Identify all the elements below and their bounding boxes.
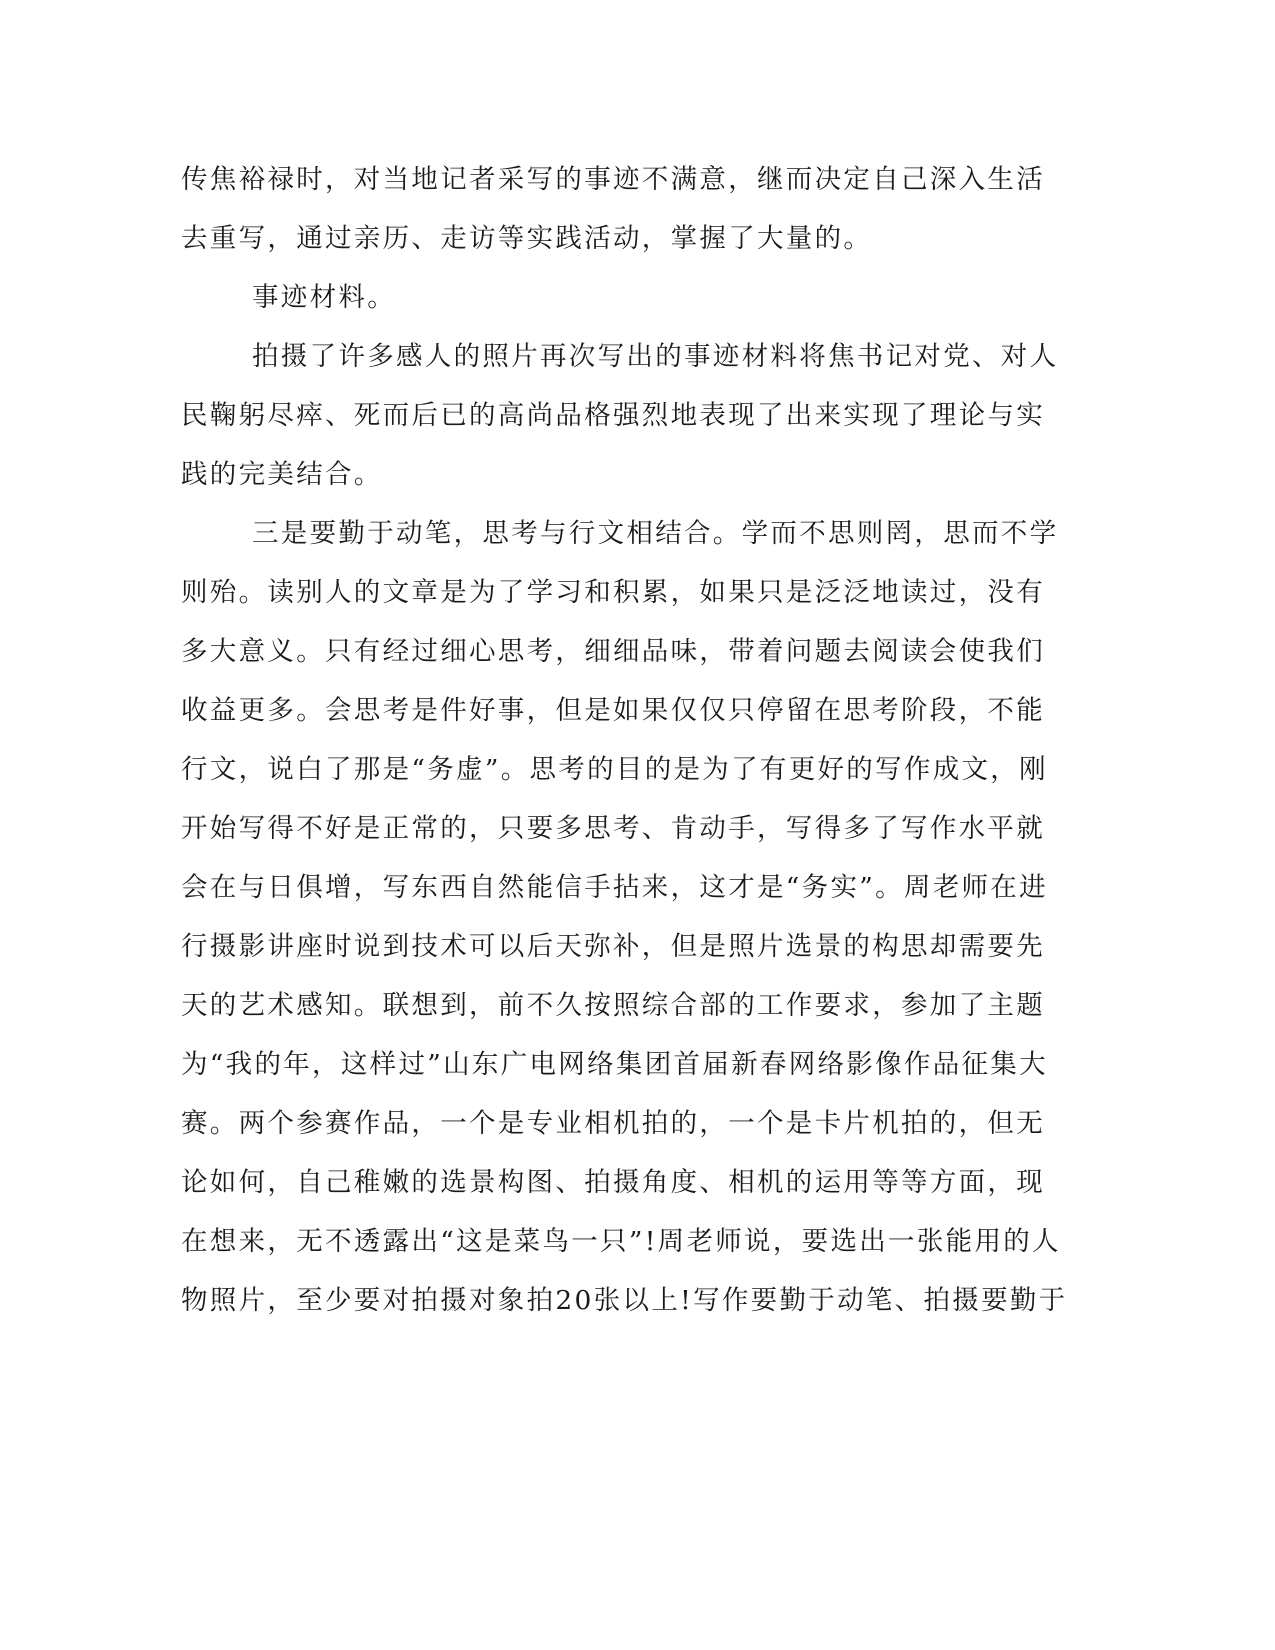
text-line: 践的完美结合。 [181, 459, 383, 490]
text-line: 事迹材料。 [252, 282, 396, 313]
text-line: 会在与日俱增，写东西自然能信手拈来，这才是“务实”。周老师在进 [181, 872, 1048, 903]
text-line: 拍摄了许多感人的照片再次写出的事迹材料将焦书记对党、对人 [252, 341, 1059, 372]
text-line: 开始写得不好是正常的，只要多思考、肯动手，写得多了写作水平就 [181, 813, 1045, 844]
text-line: 去重写，通过亲历、走访等实践活动，掌握了大量的。 [181, 223, 873, 254]
text-line: 收益更多。会思考是件好事，但是如果仅仅只停留在思考阶段，不能 [181, 695, 1045, 726]
text-line: 行摄影讲座时说到技术可以后天弥补，但是照片选景的构思却需要先 [181, 931, 1045, 962]
text-line: 在想来，无不透露出“这是菜鸟一只”!周老师说，要选出一张能用的人 [181, 1226, 1061, 1257]
text-line: 物照片，至少要对拍摄对象拍20张以上!写作要勤于动笔、拍摄要勤于 [181, 1285, 1068, 1316]
text-line: 行文，说白了那是“务虚”。思考的目的是为了有更好的写作成文，刚 [181, 754, 1048, 785]
text-line: 多大意义。只有经过细心思考，细细品味，带着问题去阅读会使我们 [181, 636, 1045, 667]
text-line: 论如何，自己稚嫩的选景构图、拍摄角度、相机的运用等等方面，现 [181, 1167, 1045, 1198]
text-line: 赛。两个参赛作品，一个是专业相机拍的，一个是卡片机拍的，但无 [181, 1108, 1045, 1139]
text-line: 传焦裕禄时，对当地记者采写的事迹不满意，继而决定自己深入生活 [181, 164, 1045, 195]
text-line: 则殆。读别人的文章是为了学习和积累，如果只是泛泛地读过，没有 [181, 577, 1045, 608]
text-line: 民鞠躬尽瘁、死而后已的高尚品格强烈地表现了出来实现了理论与实 [181, 400, 1045, 431]
text-line: 三是要勤于动笔，思考与行文相结合。学而不思则罔，思而不学 [252, 518, 1059, 549]
text-line: 为“我的年，这样过”山东广电网络集团首届新春网络影像作品征集大 [181, 1049, 1048, 1080]
text-line: 天的艺术感知。联想到，前不久按照综合部的工作要求，参加了主题 [181, 990, 1045, 1021]
